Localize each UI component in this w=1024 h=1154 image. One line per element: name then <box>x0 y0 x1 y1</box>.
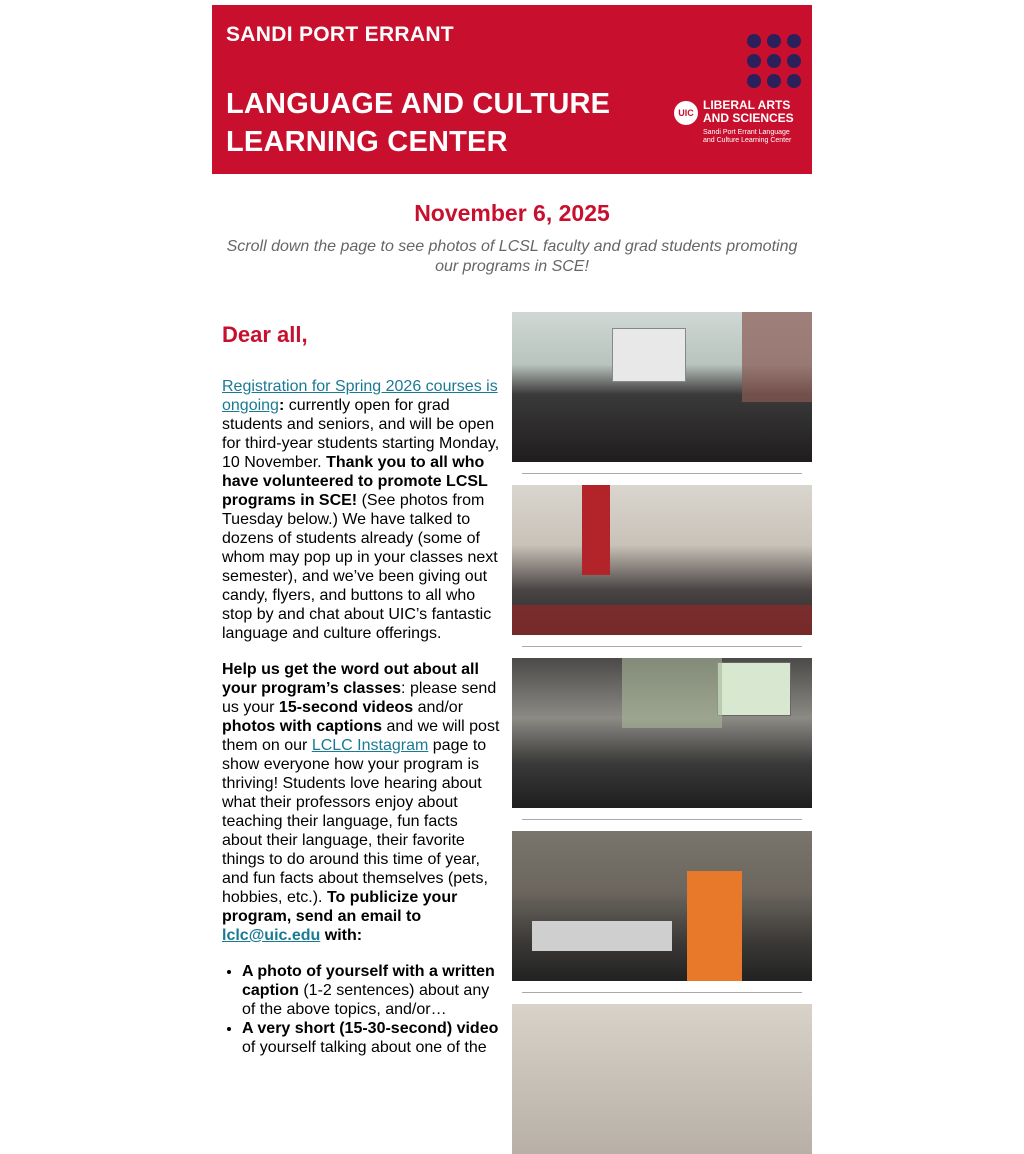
p2-bold-5: with: <box>320 927 363 944</box>
registration-paragraph <box>222 377 502 643</box>
photo-students-table[interactable] <box>512 831 812 981</box>
banner-title <box>226 85 610 161</box>
issue-date: November 6, 2025 <box>414 200 610 226</box>
bullet-2-bold: A very short (15-30-second) video <box>242 1020 499 1037</box>
uic-mark-icon: UIC <box>674 101 698 125</box>
body-text-column <box>222 321 502 1057</box>
p1-text-2: (See photos from Tuesday below.) We have talked to dozens of students already (some of whom may pop up in your classes next semester), and we’ve been giving out candy, flyers, and buttons to all who stop by and chat about UIC’s fantastic language and culture offerings. <box>222 492 498 642</box>
divider <box>522 819 802 820</box>
banner-title-line-1: LANGUAGE AND CULTURE <box>226 88 611 120</box>
divider <box>522 473 802 474</box>
divider <box>522 992 802 993</box>
logo-subtitle: Sandi Port Errant Language and Culture Learning Center <box>703 129 792 144</box>
bullet-1-bold: A photo of yourself with a written caption <box>242 963 495 999</box>
instagram-link[interactable]: LCLC Instagram <box>311 737 429 754</box>
p1-thanks: Thank you to all who have volunteered to promote LCSL programs in SCE! <box>222 454 488 509</box>
colon: : <box>278 397 285 414</box>
newsletter <box>212 5 812 1056</box>
greeting: Dear all, <box>222 322 308 347</box>
registration-link[interactable]: Registration for Spring 2026 courses is ongoing <box>222 378 498 414</box>
photo-partial[interactable] <box>512 1004 812 1154</box>
p2-bold-2: 15-second videos <box>278 699 414 716</box>
list-item <box>242 1019 502 1057</box>
photo-lounge-presentation[interactable] <box>512 658 812 808</box>
divider <box>522 646 802 647</box>
p2-bold-4: To publicize your program, send an email to <box>222 889 458 925</box>
header-banner <box>212 5 812 174</box>
bullet-1-text: (1-2 sentences) about any of the above topics, and/or… <box>242 982 490 1018</box>
photo-table-group[interactable] <box>512 485 812 635</box>
publicize-paragraph <box>222 660 502 945</box>
email-link[interactable]: lclc@uic.edu <box>222 927 321 944</box>
submission-list <box>222 962 502 1057</box>
issue-subtitle: Scroll down the page to see photos of LCSL faculty and grad students promoting our programs in SCE! <box>226 238 798 275</box>
logo-college-name <box>703 99 794 125</box>
photo-column <box>512 312 812 1154</box>
p2-text-1: : please send us your <box>222 680 497 716</box>
uic-las-logo <box>674 99 804 159</box>
p2-text-3: and we will post them on our <box>222 718 500 754</box>
bullet-2-text: of yourself talking about one of the <box>242 1039 487 1056</box>
p2-text-4: page to show everyone how your program is thriving! Students love hearing about what their professors enjoy about teaching their language, fun facts about their language, their favorite things to do around this time of year, and fun facts about themselves (pets, hobbies, etc.). <box>222 737 488 906</box>
photo-presentation-room[interactable] <box>512 312 812 462</box>
banner-title-line-2: LEARNING CENTER <box>226 126 508 158</box>
list-item <box>242 962 502 1019</box>
banner-department: SANDI PORT ERRANT <box>226 23 454 46</box>
logo-line-2: AND SCIENCES <box>703 111 794 125</box>
p2-text-2: and/or <box>413 699 464 716</box>
dots-logo-icon <box>747 34 801 88</box>
p1-text-1: currently open for grad students and seniors, and will be open for third-year students starting Monday, 10 November. <box>222 397 500 471</box>
p2-bold-1: Help us get the word out about all your program’s classes <box>222 661 479 697</box>
logo-line-1: LIBERAL ARTS <box>703 98 791 112</box>
p2-bold-3: photos with captions <box>222 718 382 735</box>
